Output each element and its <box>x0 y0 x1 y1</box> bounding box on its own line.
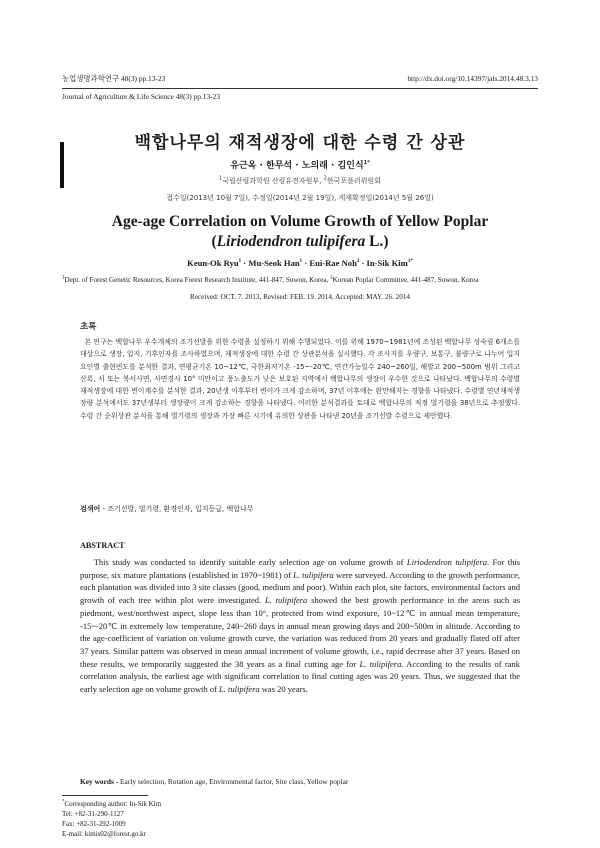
title-english-line2: (Liriodendron tulipifera L.) <box>211 233 389 250</box>
abstract-korean-body <box>80 336 520 422</box>
footnote-fax: Fax: +82-31-292-1009 <box>62 820 126 828</box>
doi-link[interactable]: http://dx.doi.org/10.14397/jals.2014.48.3.13 <box>407 74 538 83</box>
affiliation-korean <box>0 176 600 186</box>
affil-ko-text-1: 국립산림과학원 산림유전자원부, <box>222 177 322 185</box>
abs-en-s4: showed the best growth performance in the areas such as piedmont, west/northwest aspect, slope less than 10°, protected from wind exposure, 10~12℃ in annual mean temperature, -15~-20℃ in extremely low temperature, 240~260 days in annual mean growing days and 200~500m in altitude. According to the age-coefficient of variation on volume growth curve, the variation was reduced from 20 years and gradually flated off after 37 years. Similar pattern was observed in mean annual increment of volume growth, i.e., rapid decrease after 37 years. Based on these results, we temporarily suggested the 38 years as a final cutting age for <box>80 595 521 669</box>
abs-en-i2: L. tulipifera <box>293 569 334 580</box>
keywords-korean-text: - 조기선발, 벌기령, 환경인자, 입지등급, 백합나무 <box>100 505 254 513</box>
dates-korean: 접수일(2013년 10월 7일), 수정일(2014년 2월 19일), 게재확정일(2014년 5월 26일) <box>166 194 434 202</box>
abs-en-s1: This study was conducted to identify suitable early selection age on volume growth of <box>93 557 407 567</box>
abstract-english-body <box>80 556 520 696</box>
footnote-rule <box>62 795 148 796</box>
title-species-tail: L. <box>365 233 384 250</box>
affil-en-text-2: Korean Poplar Committee, 441-487, Suwon, Korea <box>332 276 479 284</box>
title-korean: 백합나무의 재적생장에 대한 수령 간 상관 <box>134 133 466 153</box>
header-rule <box>62 88 538 89</box>
affil-ko-mark-2: 2 <box>323 175 327 182</box>
abstract-korean-text: 본 연구는 백합나무 우수개체의 조기선발을 위한 수령을 설정하기 위해 수행되었다. 이를 위해 1970~1981년에 조성된 백합나무 성숙림 6개소를 대상으로 생장, 입지, 기후인자를 조사하였으며, 재적생장에 대한 수령 간 상관분석을 실시했다. 각 조사지를 우량구, 보통구, 불량구로 나누어 입지요인별 출현빈도를 분석한 결과, 연평균기온 10~12℃, 극한최저기온 -15~-20℃, 연간가능일수 240~260일, 해발고 200~500m 범위 그리고 산록, 서 또는 북서사면, 사면경사 10° 미만이고 풍노출도가 낮은 보호된 지역에서 백합나무의 생장이 우수한 것으로 나타났다. 백합나무의 수령별 재적생장에 대한 변이계수를 분석한 결과, 20년생 이후부터 변이가 크게 감소하며, 37년 이후에는 완만해지는 경향을 나타냈다. 수령별 연년재적생장량 분석에서도 37년생부터 생장량이 크게 감소하는 경향을 나타냈다. 이러한 분석결과를 토대로 백합나무의 적정 벌기령을 38년으로 추정했다. 수령 간 순위상관 분석을 통해 벌기령의 생장과 가장 빠른 시기에 유의한 상관을 나타낸 20년을 조기선발 수령으로 제안했다. <box>80 338 520 420</box>
affiliation-english <box>62 276 542 284</box>
journal-header-ko: 농업생명과학연구 48(3) pp.13-23 <box>62 74 166 83</box>
keywords-korean-label: 검색어 <box>80 505 101 513</box>
title-species-italic: Liriodendron tulipifera <box>216 233 366 250</box>
footnote-tel: Tel: +82-31-290-1127 <box>62 810 124 818</box>
affil-en-text-1: Dept. of Forest Genetic Resources, Korea Forest Research Institute, 441-847, Suwon, Korea, <box>64 276 329 284</box>
affil-en-mark-2: 2 <box>330 275 333 281</box>
abstract-korean-heading: 초록 <box>80 322 97 332</box>
footnote-email[interactable]: E-mail: kimis02@forest.go.kr <box>62 830 147 838</box>
keywords-korean <box>80 504 254 514</box>
author-2-mark: 1 <box>299 259 303 265</box>
affil-en-mark-1: 1 <box>62 275 65 281</box>
author-3-mark: 2 <box>356 259 360 265</box>
abstract-english-heading: ABSTRACT <box>80 541 125 550</box>
abs-en-i3: L. tulipifera <box>264 595 308 606</box>
abs-en-i1: Liriodendron tulipifera <box>406 557 487 567</box>
author-4: In-Sik Kim <box>366 258 408 268</box>
footnote-corresponding-text: Corresponding author: In-Sik Kim <box>64 800 162 808</box>
title-english-line1: Age-age Correlation on Volume Growth of Yellow Poplar <box>111 213 489 230</box>
author-3: Eui-Rae Noh <box>309 258 357 268</box>
abs-en-i4: L. tulipifera. <box>359 658 404 669</box>
footnote-corresponding <box>62 799 161 809</box>
abs-en-s5: According to the results of rank correlation analysis, the earliest age with significant correlation to final cutting ages was 20 years. Thus, we suggested that the early selection age on volume growth of <box>80 658 521 695</box>
author-4-mark: 1* <box>407 259 413 265</box>
authors-korean <box>0 158 600 171</box>
authors-korean-names: 유근옥 · 한무석 · 노의래 · 김인식 <box>230 161 364 171</box>
keywords-english <box>80 777 348 786</box>
abs-en-s6: was 20 years. <box>259 684 308 695</box>
authors-english: Keun-Ok Ryu$^1$ · Mu-Seok Han$^1$ · Eui-Rae Noh$^2$ · In-Sik Kim$^{1*}$ <box>187 258 413 268</box>
keywords-english-text: - Early selection, Rotation age, Environmental factor, Site class, Yellow poplar <box>113 777 349 786</box>
author-1-mark: 1 <box>238 259 242 265</box>
affil-ko-text-2: 한국포플러위원회 <box>326 177 381 185</box>
abs-en-s2: . For this purpose, six mature plantations (established in 1970~1981) of <box>80 557 521 580</box>
author-1: Keun-Ok Ryu <box>187 258 239 268</box>
footnote-mark: * <box>62 799 65 805</box>
abs-en-s3: were surveyed. According to the growth performance, each plantation was divided into 3 site classes (good, medium and poor). Within each plot, site factors, environmental factors and growth of each tree within plot were investigated. <box>80 569 520 606</box>
authors-korean-mark: 1* <box>363 160 370 166</box>
affil-ko-mark-1: 1 <box>219 175 223 182</box>
journal-header-en: Journal of Agriculture & Life Science 48(3) pp.13-23 <box>62 92 221 101</box>
abs-en-i5: L. tulipifera <box>219 684 260 695</box>
author-2: Mu-Seok Han <box>248 258 300 268</box>
keywords-english-label: Key words <box>80 777 114 786</box>
dates-english: Received: OCT. 7. 2013, Revised: FEB. 19. 2014, Accepted: MAY. 26. 2014 <box>189 293 411 301</box>
